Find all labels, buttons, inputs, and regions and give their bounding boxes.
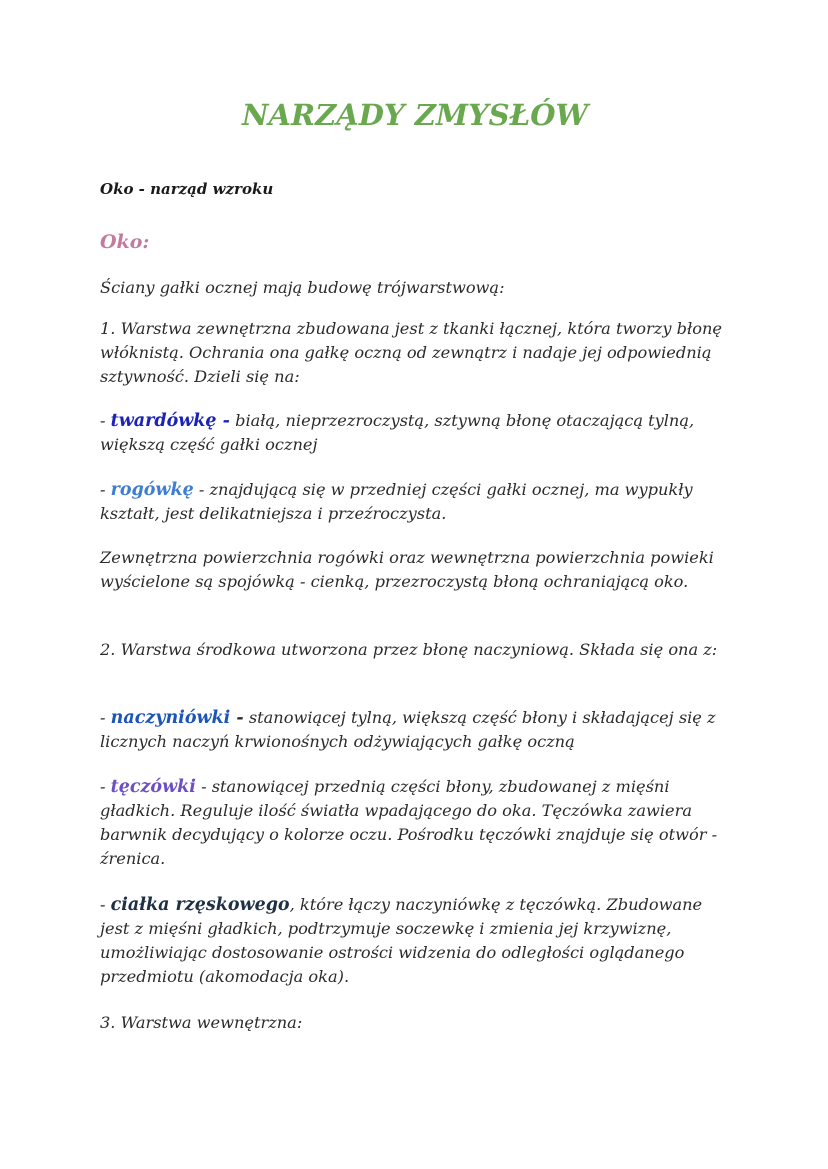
- term-dash: -: [216, 411, 230, 431]
- naczyniowka-description: stanowiącej tylną, większą część błony i składającej się z licznych naczyń krwionośnych odżywiających gałkę oczną: [100, 708, 716, 751]
- layer2-paragraph: 2. Warstwa środkowa utworzona przez błonę naczyniową. Składa się ona z:: [100, 640, 718, 659]
- layer3-paragraph: 3. Warstwa wewnętrzna:: [100, 1013, 303, 1032]
- rogowka-description: - znajdującą się w przedniej części gałki ocznej, ma wypukły kształt, jest delikatniejsza i przeźroczysta.: [100, 480, 693, 523]
- term-naczyniowka: naczyniówki: [110, 708, 231, 728]
- subtitle: Oko - narząd wzroku: [100, 180, 274, 198]
- term-rogowka: rogówkę: [110, 480, 194, 500]
- teczowka-description: - stanowiącej przednią części błony, zbudowanej z mięśni gładkich. Reguluje ilość światła wpadającego do oka. Tęczówka zawiera barwnik decydujący o kolorze oczu. Pośrodku tęczówki znajduje się otwór - źrenica.: [100, 777, 718, 868]
- rogowka-paragraph: [100, 478, 730, 526]
- cialko-description: , które łączy naczyniówkę z tęczówką. Zbudowane jest z mięśni gładkich, podtrzymuje soczewkę i zmienia jej krzywiznę, umożliwiając dostosowanie ostrości widzenia do odległości oglądanego przedmiotu (akomodacja oka).: [100, 895, 703, 986]
- teczowka-paragraph: [100, 775, 730, 871]
- naczyniowka-paragraph: [100, 706, 730, 754]
- term-twardowka: twardówkę: [110, 411, 217, 431]
- twardowka-description: białą, nieprzezroczystą, sztywną błonę otaczającą tylną, większą część gałki ocznej: [100, 411, 695, 454]
- layer1-paragraph: 1. Warstwa zewnętrzna zbudowana jest z tkanki łącznej, która tworzy błonę włóknistą. Ochrania ona gałkę oczną od zewnątrz i nadaje jej odpowiednią sztywność. Dzieli się na:: [100, 319, 722, 386]
- spojowka-paragraph: Zewnętrzna powierzchnia rogówki oraz wewnętrzna powierzchnia powieki wyścielone są spojówką - cienką, przezroczystą błoną ochraniającą oko.: [100, 548, 714, 591]
- bullet-dash: -: [100, 708, 111, 727]
- term-dash: -: [230, 708, 244, 728]
- page-title: NARZĄDY ZMYSŁÓW: [241, 98, 589, 132]
- bullet-dash: -: [100, 777, 111, 796]
- intro-paragraph: Ściany gałki ocznej mają budowę trójwarstwową:: [100, 278, 505, 297]
- cialko-paragraph: [100, 893, 730, 989]
- bullet-dash: -: [100, 895, 111, 914]
- twardowka-paragraph: [100, 409, 730, 457]
- bullet-dash: -: [100, 411, 111, 430]
- term-cialko-rzeskowe: ciałka rzęskowego: [110, 895, 290, 915]
- bullet-dash: -: [100, 480, 111, 499]
- term-teczowka: tęczówki: [110, 777, 196, 797]
- section-heading-oko: Oko:: [100, 231, 150, 253]
